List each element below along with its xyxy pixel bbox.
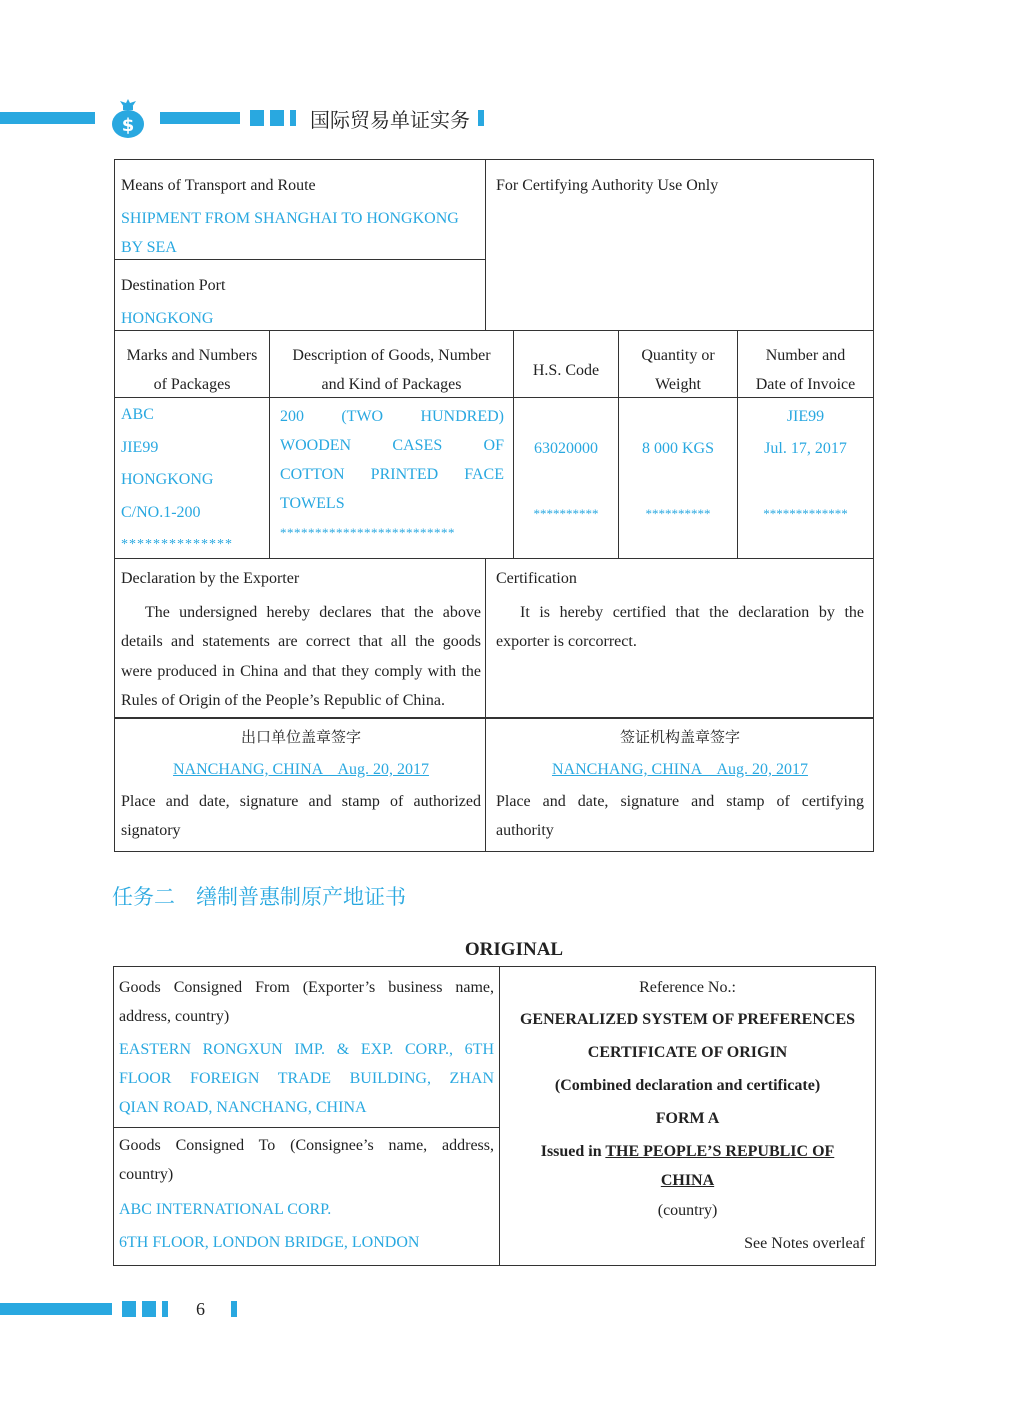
form-a: FORM A (655, 1110, 720, 1127)
border (485, 558, 486, 852)
from-value: EASTERN RONGXUN IMP. & EXP. CORP., 6TH (119, 1041, 494, 1058)
footer-end-mark (231, 1301, 237, 1317)
exporter-caption: Place and date, signature and stamp of authorized (121, 793, 481, 810)
border (113, 1127, 500, 1128)
certificate-of-origin: CERTIFICATE OF ORIGIN (587, 1044, 788, 1061)
issued-country-2: CHINA (660, 1172, 715, 1189)
authority-stamp-label: 签证机构盖章签字 (619, 728, 740, 746)
declaration-title: Declaration by the Exporter (121, 570, 300, 587)
declaration-line: were produced in China and that they comply with the (121, 662, 481, 680)
invoice-stars: ************* (763, 506, 848, 521)
form-a-cell (500, 973, 875, 1260)
qty-value: 8 000 KGS (641, 440, 714, 457)
col-inv-line-2: Date of Invoice (755, 376, 856, 393)
col-qty-line-2: Weight (655, 376, 701, 393)
sign-right-cell (496, 724, 864, 845)
border (113, 966, 876, 967)
to-label-2: country) (119, 1166, 174, 1183)
footer-bar (0, 1303, 112, 1315)
col-marks-line-1: Marks and Numbers (126, 347, 258, 364)
declaration-line: details and statements are correct that all the goods (121, 633, 481, 650)
gsp-title: GENERALIZED SYSTEM OF PREFERENCES (519, 1011, 856, 1028)
col-description (270, 335, 513, 405)
certification-title: Certification (496, 570, 577, 587)
declaration-line: Rules of Origin of the People’s Republic of China. (121, 692, 445, 709)
col-marks-line-2: of Packages (153, 376, 231, 393)
destination-cell (115, 265, 485, 339)
col-hs-code: H.S. Code (532, 362, 600, 379)
description-values (280, 402, 504, 547)
border (485, 159, 486, 330)
issued-in-label: Issued in (540, 1143, 602, 1160)
declaration-cell (121, 564, 481, 716)
col-desc-line-2: and Kind of Packages (321, 376, 462, 393)
consigned-from-cell (119, 973, 494, 1122)
task-title: 任务二 缮制普惠制原产地证书 (112, 885, 406, 909)
col-inv-line-1: Number and (765, 347, 846, 364)
hs-stars: ********** (533, 506, 599, 521)
to-value-2: 6TH FLOOR, LONDON BRIDGE, LONDON (119, 1234, 420, 1251)
reference-label: Reference No.: (639, 979, 736, 996)
from-value: QIAN ROAD, NANCHANG, CHINA (119, 1099, 367, 1116)
hs-value: 63020000 (534, 440, 598, 457)
certification-line: It is hereby certified that the declaration by the (520, 603, 864, 621)
certification-line: exporter is corcorrect. (496, 633, 637, 650)
border (113, 966, 114, 1266)
col-desc-line-1: Description of Goods, Number (292, 347, 491, 364)
sign-left-cell (121, 724, 481, 845)
invoice-number: JIE99 (786, 408, 825, 425)
header-block-2 (270, 110, 284, 126)
mark-line: HONGKONG (121, 471, 214, 488)
money-bag-icon (108, 95, 148, 139)
from-label: Goods Consigned From (Exporter’s business name, (119, 979, 494, 996)
transport-value-2: BY SEA (121, 239, 177, 256)
authority-caption-2: authority (496, 822, 554, 839)
certification-cell (496, 564, 864, 657)
combined-declaration: (Combined declaration and certificate) (554, 1077, 821, 1094)
transport-value: SHIPMENT FROM SHANGHAI TO HONGKONG (121, 210, 459, 227)
border (875, 966, 876, 1266)
invoice-date: Jul. 17, 2017 (764, 440, 847, 457)
col-quantity (619, 335, 737, 405)
desc-line: TOWELS (280, 495, 345, 512)
authority-label: For Certifying Authority Use Only (496, 177, 719, 194)
consigned-to-cell (119, 1131, 494, 1257)
svg-text:$: $ (121, 115, 135, 136)
exporter-caption-2: signatory (121, 822, 181, 839)
footer-block-3 (162, 1301, 168, 1317)
header-block-1 (250, 110, 264, 126)
issued-in-line (500, 1135, 875, 1168)
issued-country: THE PEOPLE’S REPUBLIC OF (605, 1143, 835, 1160)
header-title: 国际贸易单证实务 (310, 108, 470, 132)
desc-line: COTTON PRINTED FACE (280, 466, 504, 483)
from-value: FLOOR FOREIGN TRADE BUILDING, ZHAN (119, 1070, 494, 1087)
footer-block-1 (122, 1301, 136, 1317)
header-bar-left (0, 112, 95, 124)
declaration-line: The undersigned hereby declares that the above (145, 603, 481, 621)
mark-line: C/NO.1-200 (121, 503, 201, 521)
desc-line: 200 (TWO HUNDRED) (280, 408, 504, 425)
mark-line: JIE99 (121, 438, 159, 456)
footer-block-2 (142, 1301, 156, 1317)
transport-cell (115, 165, 485, 268)
border (114, 159, 874, 160)
desc-stars: ************************* (280, 525, 455, 540)
authority-caption: Place and date, signature and stamp of certifying (496, 793, 864, 810)
desc-line: WOODEN CASES OF (280, 437, 504, 454)
mark-line: ABC (121, 406, 154, 423)
country-caption: (country) (657, 1202, 718, 1219)
border (114, 851, 874, 852)
header-bar-mid (160, 112, 240, 124)
authority-place-date: NANCHANG, CHINA Aug. 20, 2017 (551, 761, 808, 778)
transport-label: Means of Transport and Route (121, 177, 316, 194)
header-block-3 (290, 110, 296, 126)
page-number: 6 (196, 1299, 205, 1319)
see-notes: See Notes overleaf (744, 1235, 865, 1252)
original-heading: ORIGINAL (464, 939, 564, 960)
to-value: ABC INTERNATIONAL CORP. (119, 1201, 332, 1218)
col-marks (115, 335, 269, 405)
col-qty-line-1: Quantity or (641, 347, 715, 364)
col-invoice (738, 335, 873, 405)
destination-label: Destination Port (121, 277, 226, 294)
qty-stars: ********** (645, 506, 711, 521)
marks-values (121, 399, 233, 562)
destination-value: HONGKONG (121, 310, 214, 327)
border (113, 1265, 876, 1266)
header-end-mark (478, 110, 484, 126)
exporter-stamp-label: 出口单位盖章签字 (240, 728, 361, 746)
to-label: Goods Consigned To (Consignee’s name, address, (119, 1137, 494, 1154)
exporter-place-date: NANCHANG, CHINA Aug. 20, 2017 (172, 761, 429, 778)
border (873, 159, 874, 852)
from-label-2: address, country) (119, 1008, 230, 1025)
border (114, 717, 874, 719)
mark-stars: ************** (121, 537, 233, 552)
